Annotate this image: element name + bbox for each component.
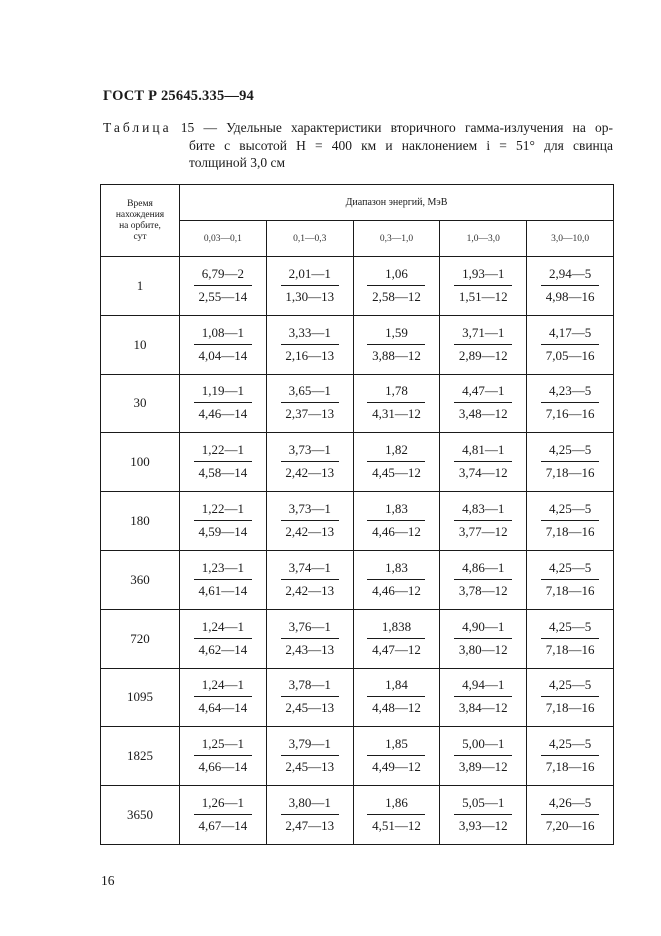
fraction: [367, 266, 425, 305]
fraction: [454, 501, 512, 540]
fraction-numerator: 1,86: [367, 795, 425, 815]
fraction: [281, 677, 339, 716]
time-cell: 720: [101, 609, 180, 668]
fraction: [454, 677, 512, 716]
fraction-denominator: 2,43—13: [285, 641, 335, 657]
fraction: [541, 266, 599, 305]
fraction: [454, 619, 512, 658]
fraction-numerator: 4,23—5: [541, 383, 599, 403]
fraction-denominator: 4,62—14: [198, 641, 248, 657]
fraction: [541, 560, 599, 599]
fraction-numerator: 1,83: [367, 560, 425, 580]
fraction: [454, 325, 512, 364]
fraction: [541, 442, 599, 481]
fraction: [194, 442, 252, 481]
value-cell: [180, 550, 267, 609]
fraction-denominator: 7,18—16: [545, 582, 595, 598]
value-cell: [266, 550, 353, 609]
value-cell: [266, 257, 353, 316]
fraction: [454, 560, 512, 599]
value-cell: [440, 315, 527, 374]
value-cell: [440, 374, 527, 433]
time-cell: 1825: [101, 727, 180, 786]
fraction-denominator: 4,31—12: [372, 406, 421, 422]
fraction-numerator: 1,25—1: [194, 736, 252, 756]
fraction-numerator: 1,82: [367, 442, 425, 462]
fraction: [454, 266, 512, 305]
fraction: [194, 677, 252, 716]
page-number: 16: [101, 873, 115, 888]
table-caption: [103, 119, 613, 172]
value-cell: [353, 727, 440, 786]
table-row: [101, 668, 614, 727]
fraction-denominator: 3,88—12: [372, 347, 421, 363]
fraction-numerator: 1,22—1: [194, 442, 252, 462]
fraction-denominator: 4,49—12: [372, 759, 421, 775]
value-cell: [180, 786, 267, 845]
fraction-denominator: 2,58—12: [372, 288, 421, 304]
fraction-numerator: 3,79—1: [281, 736, 339, 756]
fraction: [367, 677, 425, 716]
fraction-denominator: 7,18—16: [545, 465, 595, 481]
fraction-numerator: 3,65—1: [281, 383, 339, 403]
table-row: [101, 786, 614, 845]
fraction: [454, 442, 512, 481]
fraction-denominator: 4,04—14: [198, 347, 248, 363]
table-row: [101, 315, 614, 374]
fraction-numerator: 4,94—1: [454, 677, 512, 697]
fraction-numerator: 3,78—1: [281, 677, 339, 697]
fraction-denominator: 4,51—12: [372, 818, 421, 834]
table-row: [101, 609, 614, 668]
time-cell: 30: [101, 374, 180, 433]
fraction-numerator: 4,17—5: [541, 325, 599, 345]
value-cell: [527, 786, 614, 845]
fraction-numerator: 3,76—1: [281, 619, 339, 639]
fraction-denominator: 3,80—12: [458, 641, 508, 657]
range-column-header: 1,0—3,0: [440, 221, 527, 257]
time-cell: 180: [101, 492, 180, 551]
fraction-denominator: 4,46—12: [372, 582, 421, 598]
fraction-denominator: 7,18—16: [545, 759, 595, 775]
fraction: [281, 442, 339, 481]
value-cell: [266, 433, 353, 492]
fraction: [367, 795, 425, 834]
value-cell: [527, 668, 614, 727]
table-row: [101, 433, 614, 492]
fraction-numerator: 5,05—1: [454, 795, 512, 815]
time-cell: 10: [101, 315, 180, 374]
value-cell: [266, 374, 353, 433]
fraction-denominator: 2,45—13: [285, 700, 335, 716]
value-cell: [266, 492, 353, 551]
fraction-denominator: 4,46—12: [372, 524, 421, 540]
value-cell: [353, 492, 440, 551]
fraction: [367, 325, 425, 364]
data-table: [100, 184, 614, 845]
fraction-numerator: 1,85: [367, 736, 425, 756]
table-row: [101, 492, 614, 551]
fraction: [281, 266, 339, 305]
caption-label: Таблица: [103, 120, 172, 135]
fraction: [367, 442, 425, 481]
value-cell: [266, 609, 353, 668]
fraction-numerator: 3,73—1: [281, 501, 339, 521]
fraction-numerator: 6,79—2: [194, 266, 252, 286]
fraction-denominator: 7,20—16: [545, 818, 595, 834]
fraction-denominator: 4,59—14: [198, 524, 248, 540]
range-column-header: 3,0—10,0: [527, 221, 614, 257]
fraction-numerator: 1,23—1: [194, 560, 252, 580]
fraction-numerator: 4,90—1: [454, 619, 512, 639]
fraction-denominator: 4,45—12: [372, 465, 421, 481]
fraction-denominator: 2,16—13: [285, 347, 335, 363]
fraction: [367, 560, 425, 599]
fraction-denominator: 4,46—14: [198, 406, 248, 422]
value-cell: [440, 257, 527, 316]
value-cell: [440, 668, 527, 727]
value-cell: [527, 257, 614, 316]
value-cell: [180, 257, 267, 316]
fraction-denominator: 4,47—12: [372, 641, 421, 657]
fraction: [541, 325, 599, 364]
fraction-denominator: 7,05—16: [545, 347, 595, 363]
value-cell: [440, 727, 527, 786]
fraction-numerator: 4,25—5: [541, 736, 599, 756]
energy-range-header: Диапазон энергий, МэВ: [180, 185, 614, 221]
fraction-numerator: 4,25—5: [541, 560, 599, 580]
value-cell: [527, 609, 614, 668]
fraction-numerator: 4,81—1: [454, 442, 512, 462]
fraction-denominator: 7,18—16: [545, 524, 595, 540]
fraction: [541, 736, 599, 775]
document-code: ГОСТ Р 25645.335—94: [103, 88, 254, 104]
table-body: [101, 257, 614, 845]
fraction-denominator: 3,48—12: [458, 406, 508, 422]
fraction-denominator: 3,74—12: [458, 465, 508, 481]
value-cell: [353, 668, 440, 727]
fraction-numerator: 1,838: [367, 619, 425, 639]
fraction-numerator: 3,73—1: [281, 442, 339, 462]
fraction-denominator: 7,16—16: [545, 406, 595, 422]
fraction: [194, 619, 252, 658]
fraction-denominator: 4,64—14: [198, 700, 248, 716]
value-cell: [527, 315, 614, 374]
fraction-denominator: 3,93—12: [458, 818, 508, 834]
fraction-denominator: 1,30—13: [285, 288, 335, 304]
value-cell: [180, 492, 267, 551]
fraction: [194, 736, 252, 775]
value-cell: [353, 315, 440, 374]
fraction-numerator: 1,24—1: [194, 677, 252, 697]
fraction-denominator: 4,98—16: [545, 288, 595, 304]
fraction: [281, 560, 339, 599]
range-column-header: 0,1—0,3: [266, 221, 353, 257]
fraction: [454, 795, 512, 834]
fraction: [541, 383, 599, 422]
fraction-numerator: 3,33—1: [281, 325, 339, 345]
fraction-numerator: 1,22—1: [194, 501, 252, 521]
time-cell: 360: [101, 550, 180, 609]
fraction: [367, 619, 425, 658]
fraction-denominator: 2,42—13: [285, 524, 335, 540]
value-cell: [353, 257, 440, 316]
fraction-numerator: 1,08—1: [194, 325, 252, 345]
value-cell: [266, 668, 353, 727]
fraction-denominator: 3,78—12: [458, 582, 508, 598]
fraction-denominator: 4,66—14: [198, 759, 248, 775]
fraction-denominator: 4,58—14: [198, 465, 248, 481]
time-column-header: [101, 185, 180, 257]
fraction: [281, 325, 339, 364]
value-cell: [527, 492, 614, 551]
value-cell: [353, 433, 440, 492]
fraction-numerator: 4,25—5: [541, 619, 599, 639]
fraction: [194, 383, 252, 422]
fraction: [281, 795, 339, 834]
value-cell: [353, 786, 440, 845]
time-header-line: сут: [133, 231, 147, 242]
fraction: [194, 501, 252, 540]
fraction-denominator: 2,89—12: [458, 347, 508, 363]
fraction: [367, 736, 425, 775]
value-cell: [180, 433, 267, 492]
fraction-numerator: 1,59: [367, 325, 425, 345]
value-cell: [266, 315, 353, 374]
value-cell: [527, 374, 614, 433]
fraction-denominator: 1,51—12: [458, 288, 508, 304]
caption-line-2: бите с высотой H = 400 км и наклонением i = 51° для свинца: [189, 137, 613, 153]
fraction: [194, 325, 252, 364]
fraction: [194, 795, 252, 834]
fraction-numerator: 1,78: [367, 383, 425, 403]
fraction-denominator: 2,42—13: [285, 465, 335, 481]
fraction-numerator: 1,26—1: [194, 795, 252, 815]
value-cell: [266, 786, 353, 845]
fraction-numerator: 2,01—1: [281, 266, 339, 286]
fraction-denominator: 2,42—13: [285, 582, 335, 598]
fraction-numerator: 1,24—1: [194, 619, 252, 639]
fraction: [541, 677, 599, 716]
value-cell: [353, 609, 440, 668]
fraction: [281, 383, 339, 422]
fraction-numerator: 1,06: [367, 266, 425, 286]
value-cell: [353, 550, 440, 609]
fraction-denominator: 4,61—14: [198, 582, 248, 598]
fraction-numerator: 1,84: [367, 677, 425, 697]
fraction: [541, 795, 599, 834]
value-cell: [180, 668, 267, 727]
fraction-numerator: 4,83—1: [454, 501, 512, 521]
fraction-denominator: 2,45—13: [285, 759, 335, 775]
fraction-numerator: 3,74—1: [281, 560, 339, 580]
time-cell: 100: [101, 433, 180, 492]
fraction: [541, 619, 599, 658]
range-column-header: 0,3—1,0: [353, 221, 440, 257]
value-cell: [180, 374, 267, 433]
time-header-line: на орбите,: [119, 220, 161, 231]
fraction-denominator: 7,18—16: [545, 641, 595, 657]
time-cell: 1095: [101, 668, 180, 727]
fraction: [281, 736, 339, 775]
fraction-numerator: 3,71—1: [454, 325, 512, 345]
table-row: [101, 550, 614, 609]
value-cell: [527, 550, 614, 609]
value-cell: [527, 727, 614, 786]
fraction-numerator: 4,26—5: [541, 795, 599, 815]
fraction-denominator: 2,55—14: [198, 288, 248, 304]
value-cell: [180, 609, 267, 668]
value-cell: [180, 315, 267, 374]
fraction: [454, 383, 512, 422]
value-cell: [353, 374, 440, 433]
fraction-denominator: 3,77—12: [458, 524, 508, 540]
fraction-denominator: 2,37—13: [285, 406, 335, 422]
value-cell: [440, 550, 527, 609]
fraction: [454, 736, 512, 775]
fraction-denominator: 3,89—12: [458, 759, 508, 775]
fraction: [281, 501, 339, 540]
fraction-denominator: 4,67—14: [198, 818, 248, 834]
fraction-numerator: 1,19—1: [194, 383, 252, 403]
value-cell: [440, 609, 527, 668]
fraction-numerator: 4,25—5: [541, 677, 599, 697]
fraction: [194, 560, 252, 599]
time-cell: 3650: [101, 786, 180, 845]
time-header-line: нахождения: [115, 209, 165, 220]
value-cell: [180, 727, 267, 786]
table-row: [101, 257, 614, 316]
table-row: [101, 727, 614, 786]
fraction-denominator: 2,47—13: [285, 818, 335, 834]
fraction: [367, 383, 425, 422]
caption-line-1: 15 — Удельные характеристики вторичного гамма-излучения на ор-: [180, 120, 613, 135]
fraction-numerator: 5,00—1: [454, 736, 512, 756]
fraction-numerator: 1,83: [367, 501, 425, 521]
value-cell: [266, 727, 353, 786]
fraction: [194, 266, 252, 305]
fraction-numerator: 4,25—5: [541, 501, 599, 521]
fraction-denominator: 4,48—12: [372, 700, 421, 716]
fraction: [541, 501, 599, 540]
fraction-numerator: 4,86—1: [454, 560, 512, 580]
fraction-numerator: 4,47—1: [454, 383, 512, 403]
fraction-denominator: 7,18—16: [545, 700, 595, 716]
caption-line-3: толщиной 3,0 см: [189, 155, 286, 170]
fraction-numerator: 3,80—1: [281, 795, 339, 815]
fraction: [367, 501, 425, 540]
time-header-line: Время: [127, 198, 153, 209]
fraction-numerator: 1,93—1: [454, 266, 512, 286]
range-column-header: 0,03—0,1: [180, 221, 267, 257]
value-cell: [440, 786, 527, 845]
fraction-numerator: 4,25—5: [541, 442, 599, 462]
time-cell: 1: [101, 257, 180, 316]
fraction: [281, 619, 339, 658]
fraction-denominator: 3,84—12: [458, 700, 508, 716]
value-cell: [527, 433, 614, 492]
value-cell: [440, 492, 527, 551]
fraction-numerator: 2,94—5: [541, 266, 599, 286]
table-row: [101, 374, 614, 433]
value-cell: [440, 433, 527, 492]
